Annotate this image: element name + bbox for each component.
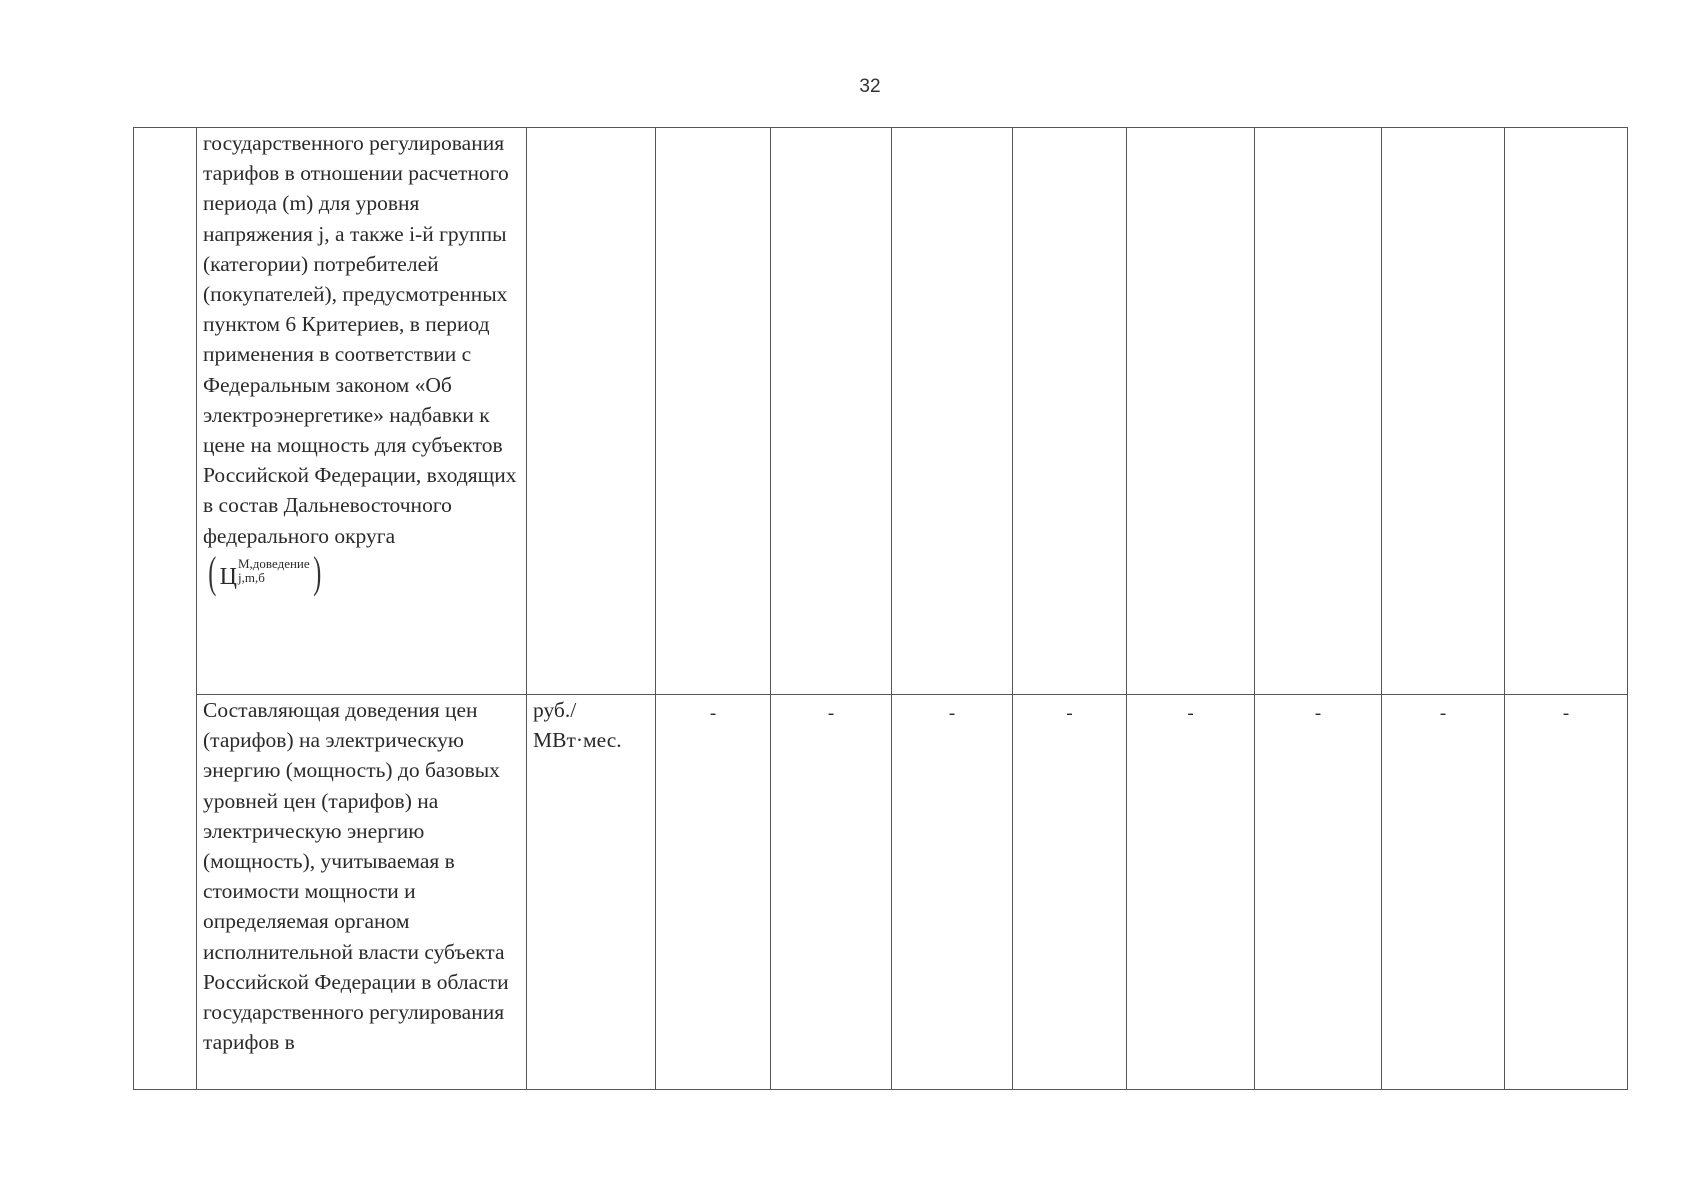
unit-line: МВт·мес. [533,728,622,753]
left-paren: ( [208,547,217,597]
value-cell: - [1013,695,1127,1090]
value-cell [1382,128,1505,695]
unit-cell [527,128,656,695]
right-paren: ) [312,547,322,597]
value-cell [1013,128,1127,695]
value-cell [1505,128,1628,695]
value-cell: - [1127,695,1255,1090]
indicator-name-cell [197,128,527,695]
value-cell [771,128,892,695]
page-number: 32 [859,76,881,97]
value-cell: - [771,695,892,1090]
value-cell: - [1505,695,1628,1090]
value-cell: - [892,695,1013,1090]
value-cell [1255,128,1382,695]
value-cell: - [1382,695,1505,1090]
formula-symbol [220,557,310,589]
value-cell: - [1255,695,1382,1090]
value-cell: - [656,695,771,1090]
formula-subscript: j,m,б [238,569,265,585]
unit-line: руб./ [533,698,577,722]
formula [205,547,324,597]
unit-cell [527,695,656,1090]
indicator-name-cell [197,695,527,1090]
table-row [134,695,1628,1090]
formula-base: Ц [219,563,237,590]
tariff-table [133,127,1628,1090]
value-cell [892,128,1013,695]
row-number-cell [134,128,197,1090]
value-cell [1127,128,1255,695]
value-cell [656,128,771,695]
table-row [134,128,1628,695]
indicator-text: Составляющая доведения цен (тарифов) на электрическую энергию (мощность) до базовых уровней цен (тарифов) на электрическую энергию (мощность), учитываемая в стоимости мощности и определяемая органом исполнительной власти субъекта Российской Федерации в области государственного регулирования тарифов в [203,698,509,1055]
formula-superscript: М,доведение [238,555,310,571]
indicator-text: государственного регулирования тарифов в отношении расчетного периода (m) для уровня напряжения j, а также i-й группы (категории) потребителей (покупателей), предусмотренных пунктом 6 Критериев, в период применения в соответствии с Федеральным законом «Об электроэнергетике» надбавки к цене на мощность для субъектов Российской Федерации, входящих в состав Дальневосточного федерального округа [203,131,517,548]
